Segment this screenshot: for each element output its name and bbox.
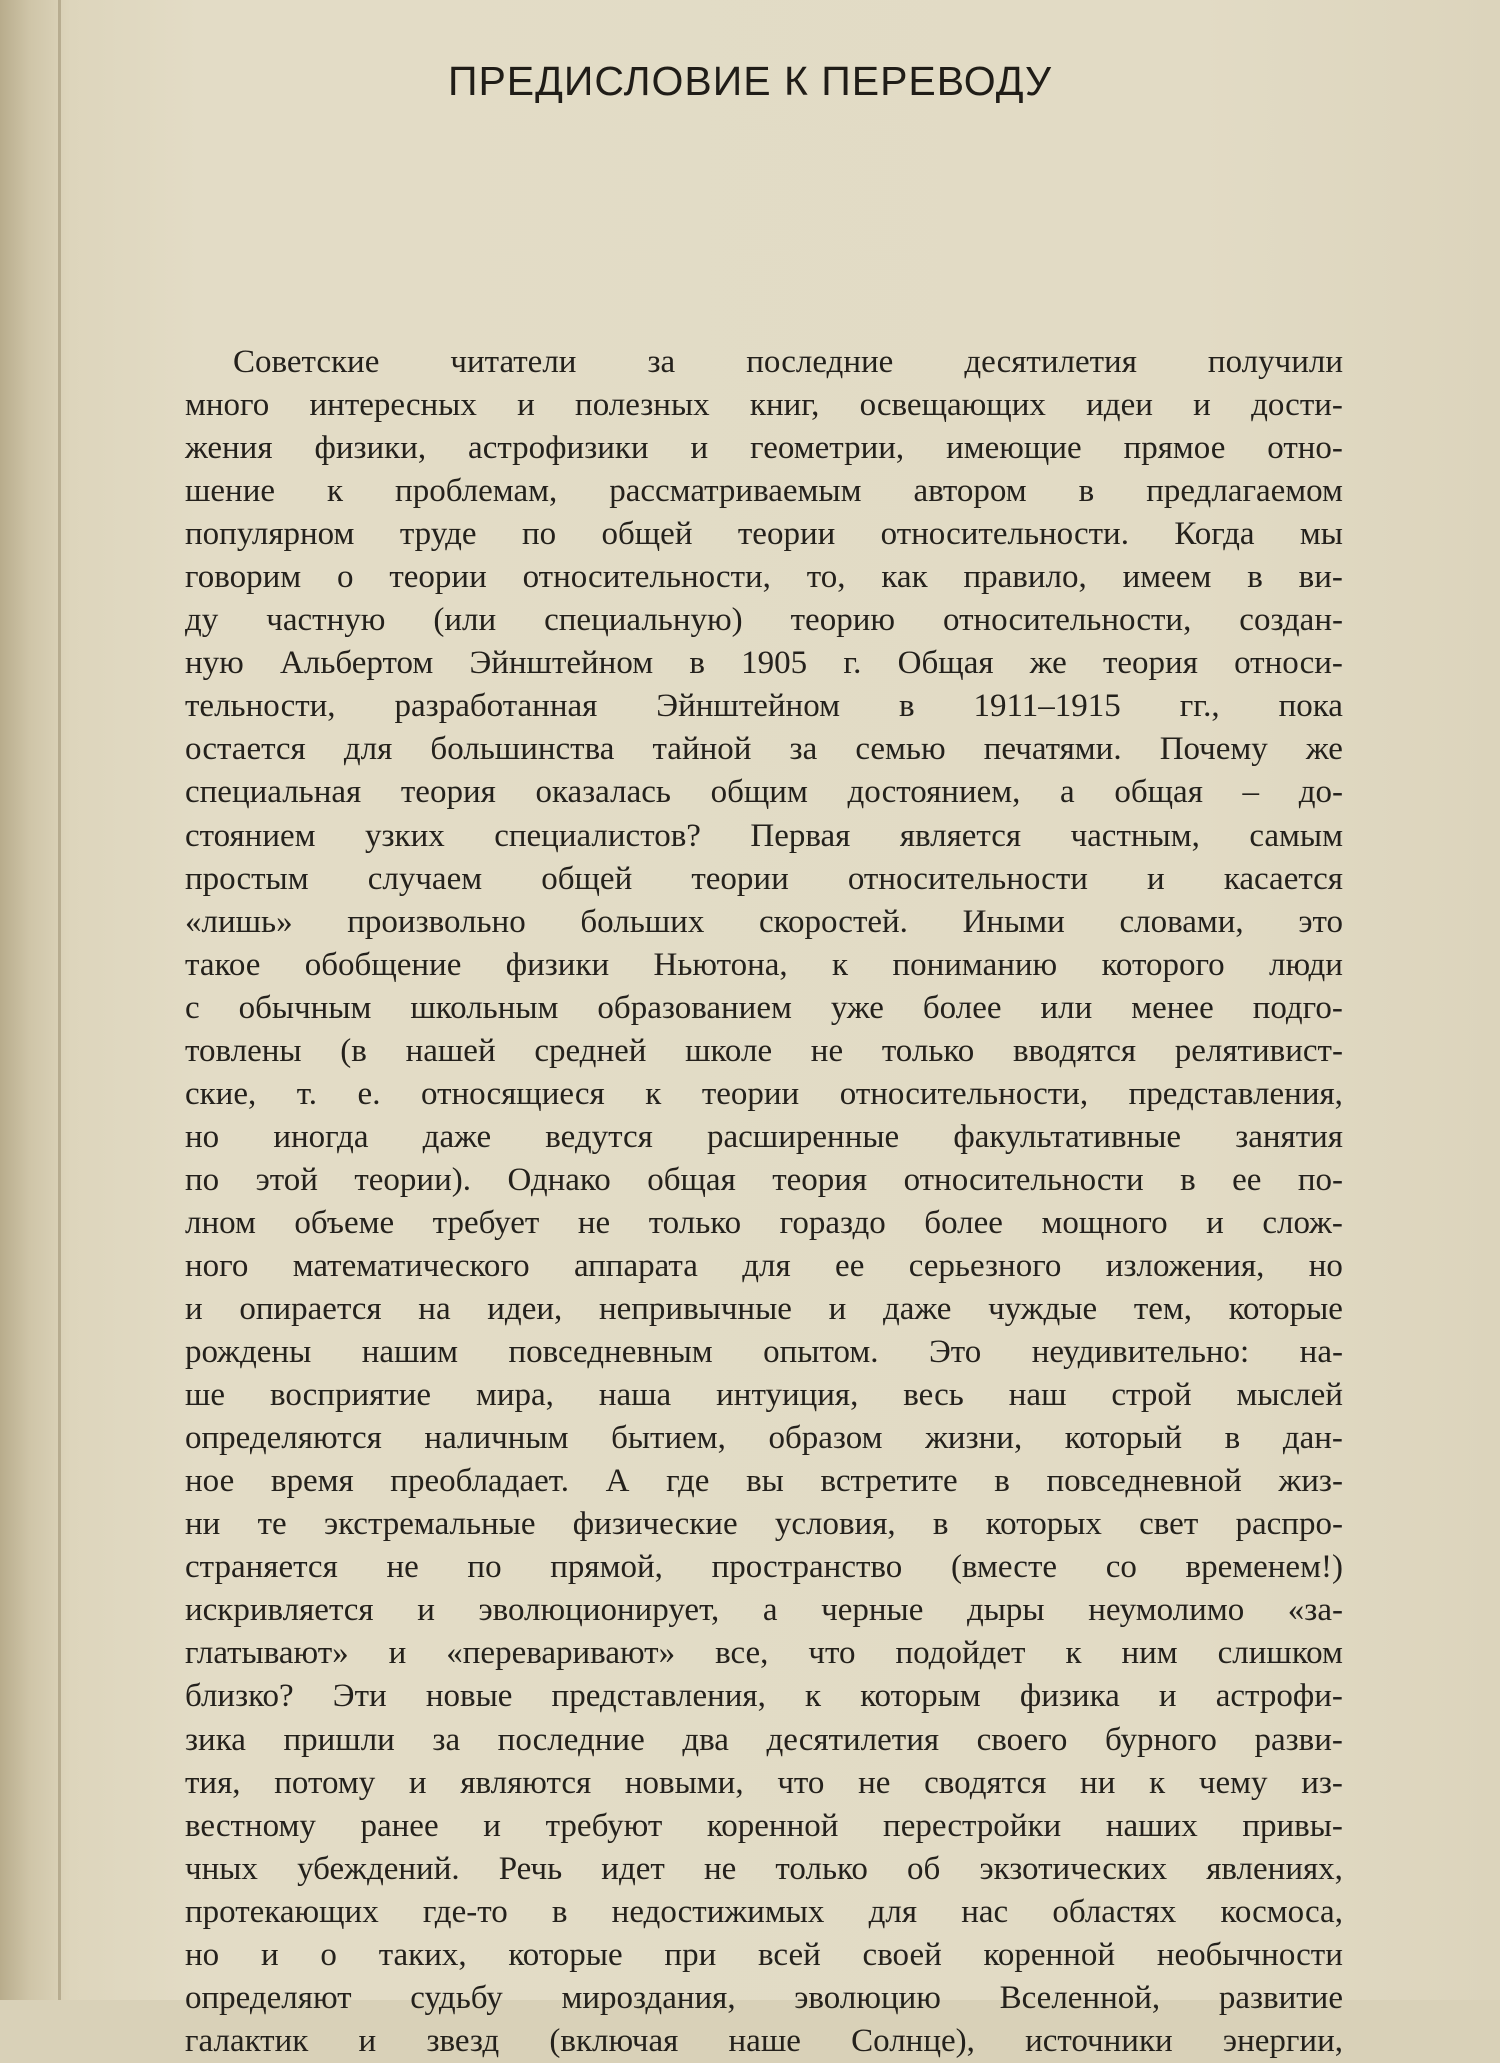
text-line: ду частную (или специальную) теорию относительности, создан- [185, 602, 1343, 639]
text-line: простым случаем общей теории относительности и касается [185, 860, 1343, 897]
text-line: глатывают» и «переваривают» все, что подойдет к ним слишком [185, 1635, 1343, 1672]
page-fold-shadow [58, 0, 61, 2000]
text-line: близко? Эти новые представления, к которым физика и астрофи- [185, 1678, 1343, 1715]
text-line: говорим о теории относительности, то, как правило, имеем в ви- [185, 559, 1343, 596]
text-line: ное время преобладает. А где вы встретите в повседневной жиз- [185, 1463, 1343, 1500]
text-line: лном объеме требует не только гораздо более мощного и слож- [185, 1204, 1343, 1241]
body-text [185, 341, 1343, 2063]
text-line: товлены (в нашей средней школе не только вводятся релятивист- [185, 1032, 1343, 1069]
text-line: шение к проблемам, рассматриваемым автором в предлагаемом [185, 473, 1343, 510]
text-line: вестному ранее и требуют коренной перестройки наших привы- [185, 1807, 1343, 1844]
text-line: рождены нашим повседневным опытом. Это неудивительно: на- [185, 1334, 1343, 1371]
text-line: но иногда даже ведутся расширенные факультативные занятия [185, 1118, 1343, 1155]
page-heading: ПРЕДИСЛОВИЕ К ПЕРЕВОДУ [447, 58, 1053, 104]
text-line: ше восприятие мира, наша интуиция, весь наш строй мыслей [185, 1377, 1343, 1414]
text-line: зика пришли за последние два десятилетия своего бурного разви- [185, 1721, 1343, 1758]
text-line: протекающих где-то в недостижимых для нас областях космоса, [185, 1893, 1343, 1930]
text-line: Советские читатели за последние десятилетия получили [233, 344, 1343, 380]
text-line: но и о таких, которые при всей своей коренной необычности [185, 1936, 1343, 1973]
text-line: ни те экстремальные физические условия, в которых свет распро- [185, 1506, 1343, 1543]
text-line: такое обобщение физики Ньютона, к пониманию которого люди [185, 946, 1343, 983]
text-line: определяются наличным бытием, образом жизни, который в дан- [185, 1420, 1343, 1457]
text-line: много интересных и полезных книг, освещающих идеи и дости- [185, 387, 1343, 424]
text-line: ские, т. е. относящиеся к теории относительности, представления, [185, 1075, 1343, 1112]
text-line: популярном труде по общей теории относительности. Когда мы [185, 516, 1343, 553]
text-line: искривляется и эволюционирует, а черные дыры неумолимо «за- [185, 1592, 1343, 1629]
text-line: ную Альбертом Эйнштейном в 1905 г. Общая же теория относи- [185, 645, 1343, 682]
text-line: жения физики, астрофизики и геометрии, имеющие прямое отно- [185, 430, 1343, 467]
text-line: определяют судьбу мироздания, эволюцию Вселенной, развитие [185, 1979, 1343, 2016]
text-line: галактик и звезд (включая наше Солнце), источники энергии, [185, 2022, 1343, 2059]
text-line: тельности, разработанная Эйнштейном в 1911–1915 гг., пока [185, 688, 1343, 725]
text-line: «лишь» произвольно больших скоростей. Иными словами, это [185, 903, 1343, 940]
text-line: ного математического аппарата для ее серьезного изложения, но [185, 1247, 1343, 1284]
text-line: и опирается на идеи, непривычные и даже чуждые тем, которые [185, 1291, 1343, 1328]
text-line: стоянием узких специалистов? Первая является частным, самым [185, 817, 1343, 854]
text-line: страняется не по прямой, пространство (вместе со временем!) [185, 1549, 1343, 1586]
text-line: тия, потому и являются новыми, что не сводятся ни к чему из- [185, 1764, 1343, 1801]
text-line: по этой теории). Однако общая теория относительности в ее по- [185, 1161, 1343, 1198]
text-line: остается для большинства тайной за семью печатями. Почему же [185, 731, 1343, 768]
text-line: чных убеждений. Речь идет не только об экзотических явлениях, [185, 1850, 1343, 1887]
text-line: с обычным школьным образованием уже более или менее подго- [185, 989, 1343, 1026]
text-line: специальная теория оказалась общим достоянием, а общая – до- [185, 774, 1343, 811]
